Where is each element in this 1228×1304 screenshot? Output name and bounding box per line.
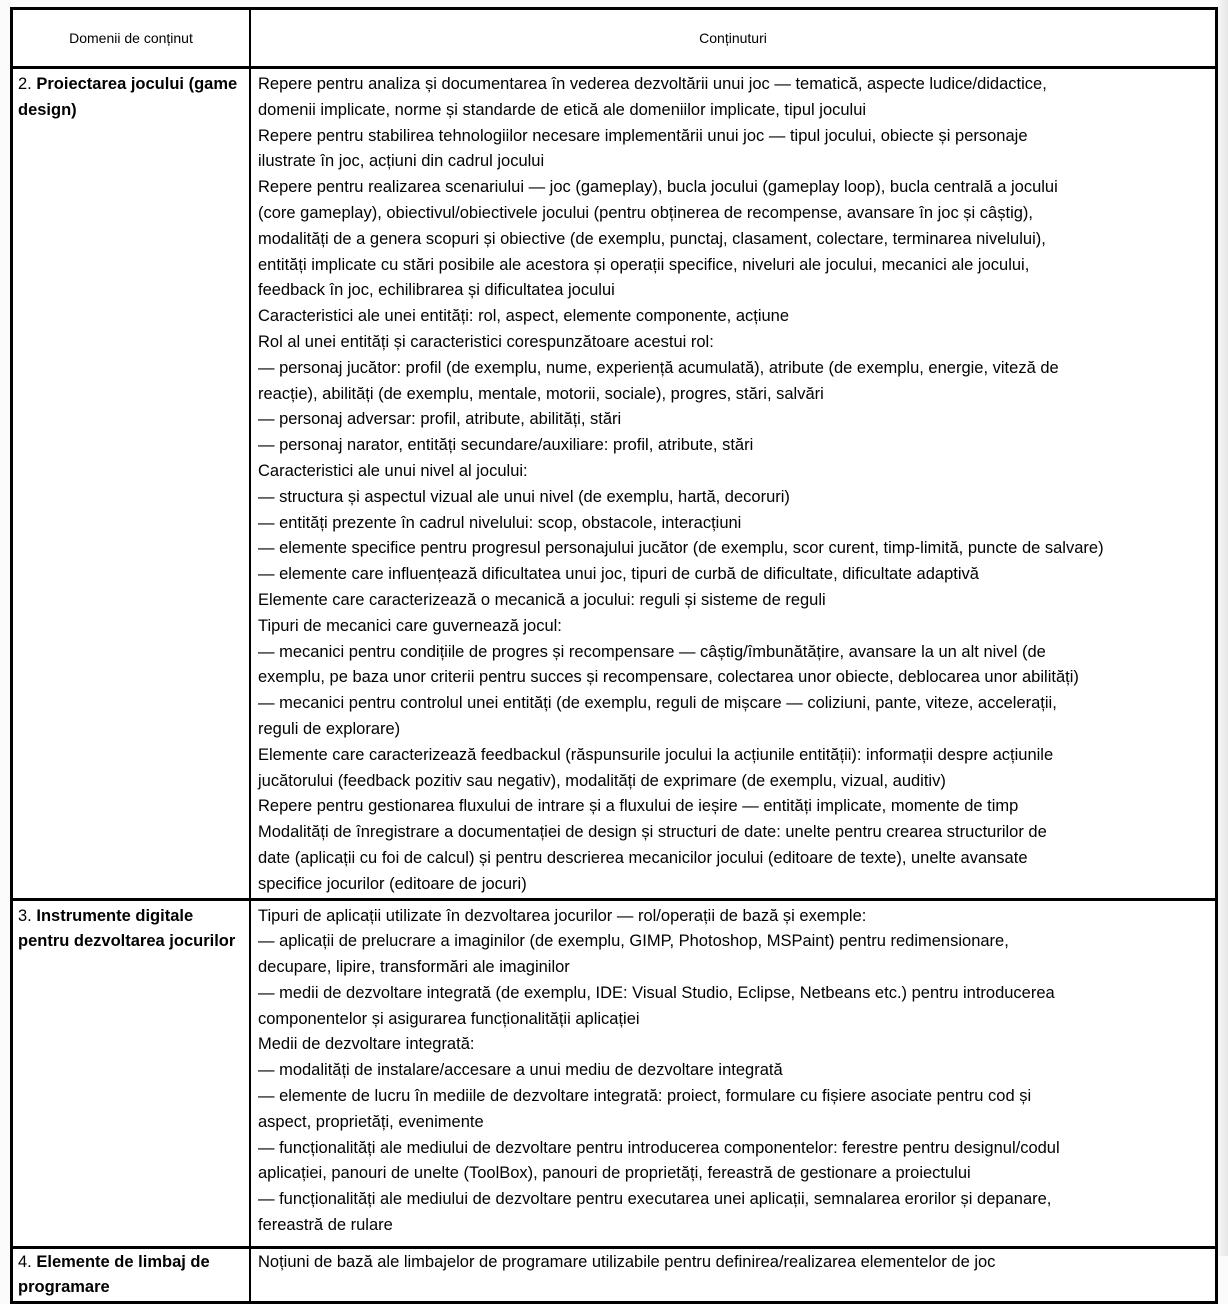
content-line: modalități de a genera scopuri și obiective (de exemplu, punctaj, clasament, colectare, terminarea nivelului), bbox=[258, 229, 1046, 248]
content-cell bbox=[251, 1249, 1215, 1302]
content-cell bbox=[251, 69, 1215, 898]
content-line: Modalități de înregistrare a documentației de design și structuri de date: unelte pentru crearea structurilor de bbox=[258, 823, 1047, 842]
content-line: Caracteristici ale unui nivel al jocului: bbox=[258, 461, 528, 480]
content-line: — elemente specifice pentru progresul personajului jucător (de exemplu, scor curent, timp-limită, puncte de salvare) bbox=[258, 539, 1104, 558]
content-line: — modalități de instalare/accesare a unui mediu de dezvoltare integrată bbox=[258, 1061, 783, 1080]
content-line: — personaj adversar: profil, atribute, abilități, stări bbox=[258, 410, 622, 429]
content-line: (core gameplay), obiectivul/obiectivele jocului (pentru obținerea de recompense, avansare în joc și câștig), bbox=[258, 203, 1033, 222]
table-row bbox=[13, 1249, 1215, 1302]
domain-cell bbox=[13, 69, 251, 898]
content-line: Tipuri de aplicații utilizate în dezvoltarea jocurilor — rol/operații de bază și exemple: bbox=[258, 906, 867, 925]
content-line: domenii implicate, norme și standarde de etică ale domeniilor implicate, tipul jocului bbox=[258, 100, 867, 119]
content-line: fereastră de rulare bbox=[258, 1216, 393, 1235]
content-line: feedback în joc, echilibrarea și dificultatea jocului bbox=[258, 281, 615, 300]
domain-cell bbox=[13, 1249, 251, 1302]
domain-cell bbox=[13, 901, 251, 1246]
content-line: jucătorului (feedback pozitiv sau negativ), modalități de exprimare (de exemplu, vizual, auditiv) bbox=[258, 771, 946, 790]
content-line: — mecanici pentru condițiile de progres și recompensare — câștig/îmbunătățire, avansare la un alt nivel (de bbox=[258, 642, 1046, 661]
content-line: — elemente care influențează dificultatea unui joc, tipuri de curbă de dificultate, dificultate adaptivă bbox=[258, 565, 979, 584]
curriculum-table bbox=[10, 7, 1218, 1304]
content-line: Rol al unei entități și caracteristici corespunzătoare acestui rol: bbox=[258, 332, 714, 351]
content-line: Repere pentru analiza și documentarea în vederea dezvoltării unui joc — tematică, aspecte ludice/didactice, bbox=[258, 75, 1047, 93]
content-cell bbox=[251, 901, 1215, 1246]
content-line: ilustrate în joc, acțiuni din cadrul jocului bbox=[258, 152, 545, 171]
row-number: 2. bbox=[18, 75, 32, 93]
content-line: exemplu, pe baza unor criterii pentru succes și recompensare, colectarea unor obiecte, deblocarea unor abilități) bbox=[258, 668, 1079, 687]
content-line: — funcționalități ale mediului de dezvoltare pentru introducerea componentelor: ferestre pentru designul/codul bbox=[258, 1138, 1060, 1157]
table-header-row bbox=[13, 10, 1215, 69]
table-row bbox=[13, 901, 1215, 1249]
content-line: aplicației, panouri de unelte (ToolBox), panouri de proprietăți, fereastră de gestionare a proiectului bbox=[258, 1164, 971, 1183]
row-number: 4. bbox=[18, 1252, 32, 1271]
content-line: entități implicate cu stări posibile ale acestora și operații specifice, niveluri ale jocului, mecanici ale jocului, bbox=[258, 255, 1030, 274]
content-line: — structura și aspectul vizual ale unui nivel (de exemplu, hartă, decoruri) bbox=[258, 487, 790, 506]
content-line: date (aplicații cu foi de calcul) și pentru descrierea mecanicilor jocului (editoare de texte), unelte avansate bbox=[258, 848, 1028, 867]
content-line: — mecanici pentru controlul unei entități (de exemplu, reguli de mișcare — coliziuni, pante, viteze, accelerații, bbox=[258, 694, 1057, 713]
row-title: Instrumente digitale pentru dezvoltarea jocurilor bbox=[18, 906, 236, 951]
row-number: 3. bbox=[18, 906, 32, 925]
table-row bbox=[13, 69, 1215, 901]
content-line: Tipuri de mecanici care guvernează jocul: bbox=[258, 616, 562, 635]
content-line: reacție), abilități (de exemplu, mentale, motorii, sociale), progres, stări, salvări bbox=[258, 384, 824, 403]
content-line: — personaj narator, entități secundare/auxiliare: profil, atribute, stări bbox=[258, 436, 754, 455]
content-line: decupare, lipire, transformări ale imaginilor bbox=[258, 958, 570, 977]
content-line: Medii de dezvoltare integrată: bbox=[258, 1035, 475, 1054]
content-line: reguli de explorare) bbox=[258, 719, 401, 738]
row-title: Elemente de limbaj de programare bbox=[18, 1252, 210, 1297]
content-line: — aplicații de prelucrare a imaginilor (de exemplu, GIMP, Photoshop, MSPaint) pentru redimensionare, bbox=[258, 932, 1009, 951]
content-line: specifice jocurilor (editoare de jocuri) bbox=[258, 874, 527, 893]
content-line: Noțiuni de bază ale limbajelor de programare utilizabile pentru definirea/realizarea elementelor de joc bbox=[258, 1252, 996, 1271]
content-line: Elemente care caracterizează o mecanică a jocului: reguli și sisteme de reguli bbox=[258, 590, 826, 609]
content-line: — medii de dezvoltare integrată (de exemplu, IDE: Visual Studio, Eclipse, Netbeans etc.) pentru introducerea bbox=[258, 983, 1055, 1002]
header-cell-domains: Domenii de conținut bbox=[13, 10, 251, 66]
header-cell-contents: Conținuturi bbox=[699, 29, 767, 46]
row-title: Proiectarea jocului (game design) bbox=[18, 75, 238, 119]
content-line: — funcționalități ale mediului de dezvoltare pentru executarea unei aplicații, semnalarea erorilor și depanare, bbox=[258, 1190, 1052, 1209]
content-line: componentelor și asigurarea funcționalității aplicației bbox=[258, 1009, 640, 1028]
content-line: aspect, proprietăți, evenimente bbox=[258, 1112, 484, 1131]
table-body bbox=[13, 69, 1215, 1301]
content-line: Elemente care caracterizează feedbackul (răspunsurile jocului la acțiunile entității): informații despre acțiunile bbox=[258, 745, 1054, 764]
content-line: — elemente de lucru în mediile de dezvoltare integrată: proiect, formulare cu fișiere asociate pentru cod și bbox=[258, 1087, 1032, 1106]
content-line: — entități prezente în cadrul nivelului: scop, obstacole, interacțiuni bbox=[258, 513, 742, 532]
content-line: Repere pentru gestionarea fluxului de intrare și a fluxului de ieșire — entități implicate, momente de timp bbox=[258, 797, 1019, 816]
content-line: — personaj jucător: profil (de exemplu, nume, experiență acumulată), atribute (de exemplu, energie, viteză de bbox=[258, 358, 1059, 377]
content-line: Repere pentru realizarea scenariului — joc (gameplay), bucla jocului (gameplay loop), bucla centrală a jocului bbox=[258, 178, 1058, 197]
content-line: Caracteristici ale unei entități: rol, aspect, elemente componente, acțiune bbox=[258, 307, 790, 326]
content-line: Repere pentru stabilirea tehnologiilor necesare implementării unui joc — tipul jocului, obiecte și personaje bbox=[258, 126, 1028, 145]
page-edge-shade bbox=[1218, 0, 1228, 1256]
